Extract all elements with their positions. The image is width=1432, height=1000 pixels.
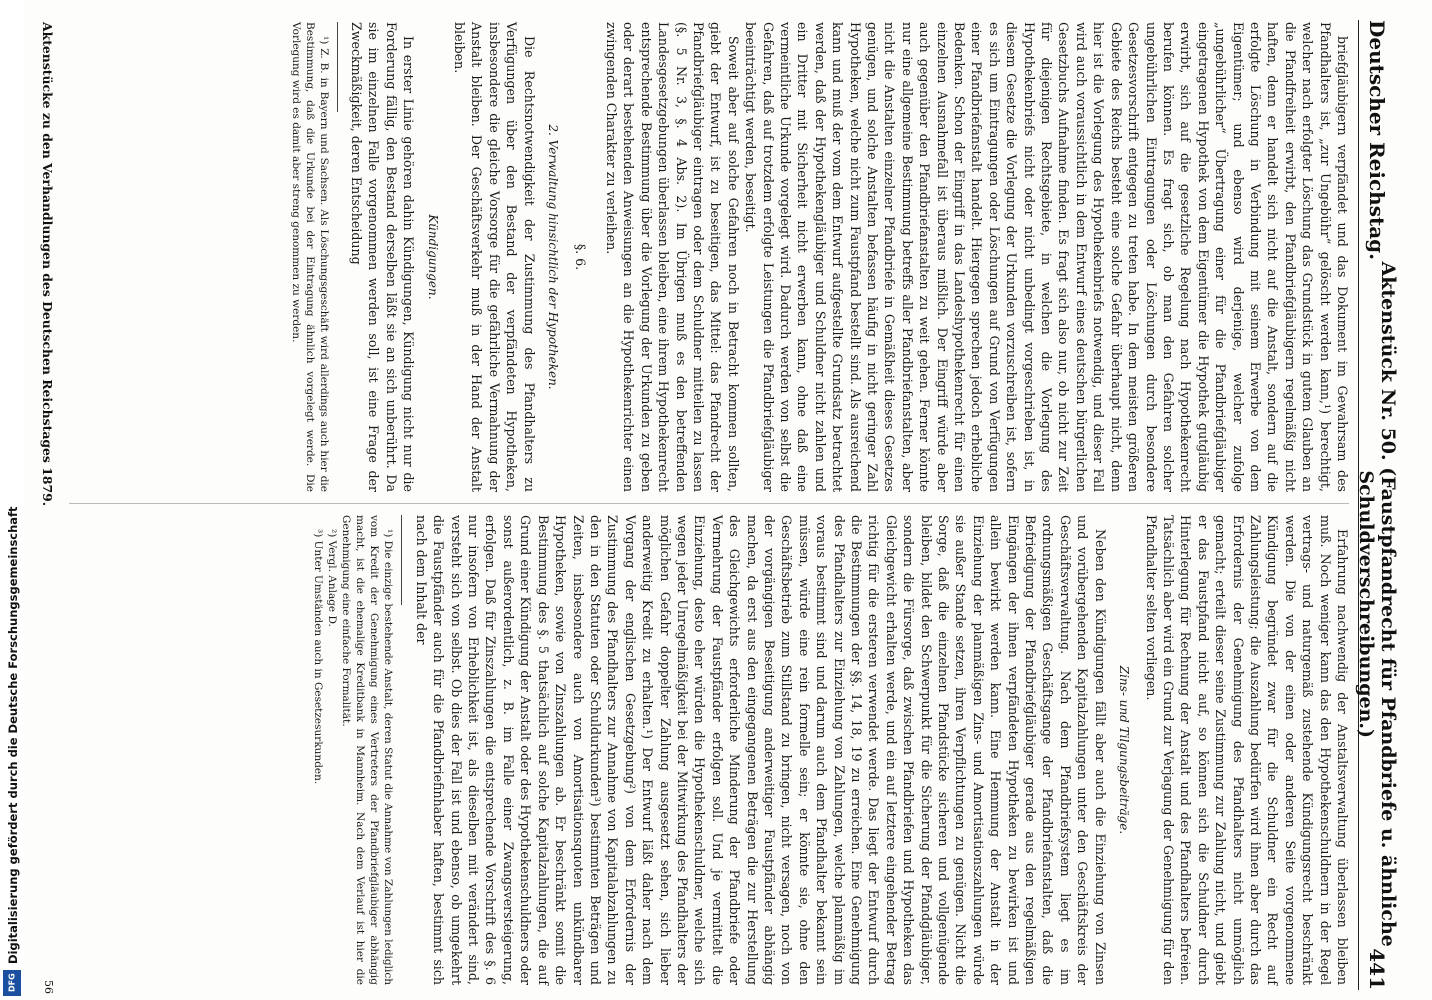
right-paragraph: Erfahrung nachwendig der Anstaltsverwaltung überlassen bleiben muß. Noch weniger kann das den Hypothekenschuldnern in der Regel vertrags- und naturgemäß zustehende Kündigungsrecht beschränkt werden. Die von der einen oder anderen Seite vorgenommene Kündigung begründet zwar für die Schuldner ein Recht auf Zahlungsleistung; die Auszahlung bedürfen wird ihnen aber durch das Erfordernis der Genehmigung des Pfandhalters nicht unmöglich gemacht; erteilt dieser seine Zustimmung zur Zahlung nicht, und giebt er das Faustpfand nicht auf, so können sich die Schuldner durch Hinterlegung für Rechnung der Anstalt und des Pfandhalters befreien. Tatsächlich aber wird ein Grund zur Verjagung der Genehmigung für den Pfandhalter selten vorliegen. [1143, 515, 1350, 985]
left-subheading: Kündigungen. [425, 214, 440, 300]
header-page-number: 441 [1365, 948, 1389, 990]
footnote-rule [337, 22, 338, 112]
page-header [1355, 20, 1399, 990]
digitization-sidebar [0, 0, 24, 1000]
column-divider [69, 503, 1349, 504]
page-footer: Aktenstücke zu den Verhandlungen des Deutschen Reichstages 1879. [40, 22, 55, 507]
right-footnote: ¹) Die einzige bestehende Anstalt, deren Statut die Annahme von Zahlungen lediglich vom Kredit der Genehmigung eines Vertreters der Pfandbriefgläubiger abhängig macht, ist die ehemalige Kreditbank in Mannheim. Nach dem Verlauf ist hier die Genehmigung eine einfache Formalität. [340, 515, 395, 985]
rotated-page-content [5, 0, 1405, 1000]
header-left: Deutscher Reichstag. [1365, 20, 1389, 261]
right-subheading: Zins- und Tilgungsbeiträge. [1117, 665, 1132, 835]
left-paragraph: Soweit aber auf solche Gefahren noch in Betracht kommen sollten, giebt der Entwurf, ist zu beseitigen, das Mittel: das Pfandrecht der Pfandbriefgläubiger eintragen oder dem Schuldner mitteilen zu lassen (§. 5 Nr. 3, §. 4 Abs. 2). Im Übrigen muß es den betreffenden Landesgesetzgebungen überlassen bleiben, eine ihrem Hypothekenrecht entsprechende Bestimmung über die Vorlegung der Urkunden zu geben oder derart bestehenden Anweisungen an die Hypothekenrichter einen zwingenden Charakter zu verleihen. [603, 22, 741, 492]
sheet-number: 56 [42, 980, 55, 994]
left-footnote: ¹) Z. B. in Bayern und Sachsen. Als Löschungsgeschäft wird allerdings auch hier die Bestimmung, daß die Urkunde bei der Eintragung ähnlich vorgelegt werde. Die Vorlegung wird es damit aber streng genommen zu werden. [289, 22, 330, 492]
header-middle: Aktenstück Nr. 50. (Faustpfandrecht für Pfandbriefe u. ähnliche Schuldverschreibungen.) [1355, 261, 1399, 947]
section-subtitle: 2. Verwaltung hinsichtlich der Hypotheken. [546, 124, 561, 390]
section-paragraph: Die Rechtsnotwendigkeit der Zustimmung des Pfandhalters zu Verfügungen über den Bestand der verpfändeten Hypotheken, insbesondere die gleiche Vorsorge für die gefährliche Vermahnung der Anstalt bleiben. Der Geschäftsverkehr muß in der Hand der Anstalt bleiben. [452, 22, 537, 492]
digitization-credit: Digitalisierung gefördert durch die Deutsche Forschungsgemeinschaft [6, 506, 20, 964]
right-column [311, 515, 1351, 985]
dfg-logo-icon: DFG [3, 970, 21, 996]
left-column [289, 22, 1351, 492]
left-paragraph: briefgläubigern verpfändet und das Dokument im Gewahrsam des Pfandhalters ist, „zur Ungebühr“ gelöscht werden kann,¹) berechtigt, welcher nach erfolgter Löschung das Grundstück in gutem Glauben an die Pfandfreiheit erwirbt, den Pfandbriefgläubigern regelmäßig nicht haften, denn er handelt sich nicht auf die Anstalt, sondern auf die erfolgte Löschung in Verbindung mit seinem Erwerbe von dem Eigentümer; und ebenso wird derjenige, welcher zufolge „ungebührlicher“ Übertragung einer für die Pfandbriefgläubiger eingetragenen Hypothek von dem Eigentümer die Hypothek gutgläubig erwirbt, sich auf die gesetzliche Regelung nach Hypothekenrecht berufen können. Es fragt sich, ob man den Gefahren solcher ungebührlichen Eintragungen oder Löschungen durch besondere Gesetzesvorschrift entgegen zu treten habe. In dem meisten größeren Gebiete des Reichs besteht eine solche Gefahr überhaupt nicht, denn hier ist die Vorlegung des Hypothekenbriefs notwendig, und dieser Fall wird auch voraussichtlich in dem Entwurf eines deutschen bürgerlichen Gesetzbuchs Aufnahme finden. Es fragt sich also nur, ob nicht zur Zeit für diejenigen Rechtsgebiete, in welchen die Vorlegung des Hypothekenbriefs nicht oder nicht unbedingt vorgeschrieben ist, in diesem Gesetze die Vorlegung der Urkunden vorzuschreiben ist, sofern es sich um Eintragungen oder Löschungen auf Grund von Verfügungen einer Pfandbriefanstalt handelt. Hiergegen sprechen jedoch erhebliche Bedenken. Schon der Eingriff in das Landeshypothekenrecht für einen einzelnen Ausnahmefall ist überaus mißlich. Der Eingriff würde aber auch gegenüber den Pfandbriefanstalten zu weit gehen. Ferner könnte nur eine allgemeine Bestimmung betreffs aller Pfandbriefanstalten, aber nicht die Anstalten einzelner Pfandbriefe in Gemäßheit dieses Gesetzes genügen, und solche Anstalten befassen häufig in nicht geringer Zahl Hypotheken, welche nicht zum Faustpfand bestellt sind. Als ausreichend kann und muß der vom dem Entwurf aufgestellte Grundsatz betrachtet werden, daß der Hypothekengläubiger und Schuldner nicht zahlen und ein Dritter mit Sicherheit nicht erwerben kann, ohne daß eine vermeintliche Urkunde vorgelegt wird. Dadurch werden von selbst die Gefahren, daß auf trotzdem erfolgte Leistungen die Pfandbriefgläubiger beeinträchtigt werden, beseitigt. [743, 22, 1350, 492]
right-footnote: ³) Unter Umständen auch in Gesetzesurkunden. [312, 529, 325, 785]
right-subheading-paragraph: Neben den Kündigungen fällt aber auch die Einziehung von Zinsen und vorübergehenden Kapitalzahlungen unter den Geschäftskreis der Geschäftsverwaltung. Nach dem Pfandbriefsystem liegt es im ordnungsmäßigen Geschäftsgange der Pfandbriefanstalten, daß die Befriedigung der Pfandbriefgläubiger gerade aus den regelmäßigen Eingängen der ihnen verpfändeten Hypotheken zu bewirken ist und allein bewirkt werden kann. Eine Hemmung der Anstalt in der Einziehung der planmäßigen Zins- und Amortisationszahlungen würde sie außer Stande setzen, ihren Verpflichtungen zu genügen. Nicht die Sorge, daß die einzelnen Pfandstücke sicheren und vollgenügende bleiben, bildet den Schwerpunkt für die Sicherung der Pfandgläubiger, sondern die Fürsorge, daß zwischen Pfandbriefen und Hypotheken das Gleichgewicht erhalten werde, und ein auf letztere eingehender Betrag richtig für die ersteren verwendet werde. Das liegt der Entwurf durch die Bestimmungen der §§. 14, 18, 19 zu erreichen. Eine Genehmigung des Pfandhalters zur Einziehung von Zahlungen, welche planmäßig im voraus bestimmt sind und darum auch dem Pfandhalter bekannt sein müssen, würde eine rein formelle sein; er könnte sie, ohne den Geschäftsbetrieb zum Stillstand zu bringen, nicht versagen, noch von der vorgängigen Beseitigung anderweitiger Faustpfänder abhängig machen, da erst aus den eingegangenen Beträgen die zur Herstellung des Gleichgewichts erforderliche Minderung der Pfandbriefe oder Vermehrung der Faustpfänder erfolgen soll. Und je vermittelt die Einziehung, desto eher würden die Hypothekenschuldner, welche sich wegen jeder Unregelmäßigkeit bei der Mitwirkung des Pfandhalters der möglichen Gefahr doppelter Zahlung ausgesetzt sehen, sich lieber anderweitig Kredit zu erhalten.¹) Der Entwurf läßt daher nach dem Vorgang der englischen Gesetzgebung²) von dem Erfordernis der Zustimmung des Pfandhalters zur Annahme von Kapitalabzahlungen zu den in den Statuten oder Schuldurkunden³) bestimmten Beträgen und Zeiten, insbesondere auch von Amortisationsquoten unkündbarer Hypotheken, sowie von Zinszahlungen ab. Er beschränkt somit die Bestimmung des §. 5 thatsächlich auf solche Kapitalzahlungen, die auf Grund einer Kündigung der Anstalt oder des Hypothekenschuldners oder sonst außerordentlich, z. B. im Falle einer Zwangsversteigerung, erfolgen. Daß für Zinszahlungen die entsprechende Vorschrift des §. 6 nur insofern von Erheblichkeit ist, als dieselben mit verändert sind, versteht sich von selbst. Ob dies der Fall ist und ebenso, ob umgekehrt die Faustpfänder auch für die Pfandbriefinhaber haften, bestimmt sich nach dem Inhalt der [413, 515, 1108, 985]
section-number: §. 6. [572, 243, 588, 271]
left-subheading-paragraph: In erster Linie gehören dahin Kündigungen, Kündigung nicht nur die Forderung fällig, den Bestand derselben läßt sie an sich unberührt. Da sie im einzelnen Falle vorgenommen werden soll, ist eine Frage der Zweckmäßigkeit, deren Entscheidung [349, 22, 417, 492]
footnote-rule [401, 515, 402, 605]
right-footnote: ²) Vergl. Anlage D. [326, 529, 339, 627]
